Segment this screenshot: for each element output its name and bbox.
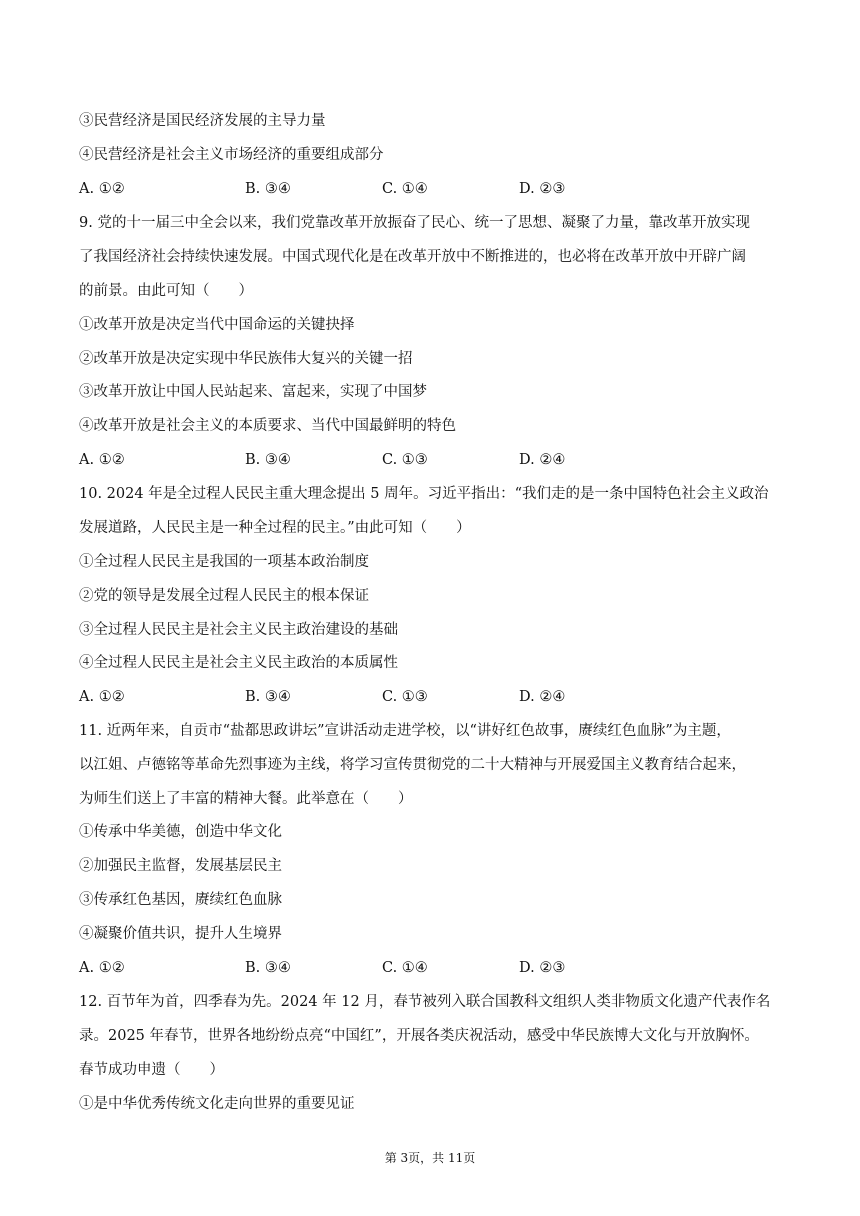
q10-item-2: ②党的领导是发展全过程人民民主的根本保证: [79, 588, 369, 604]
q8-item-4: ④民营经济是社会主义市场经济的重要组成部分: [79, 147, 384, 163]
q9-option-b: B. ③④: [245, 452, 291, 468]
q10-option-c: C. ①③: [382, 689, 428, 705]
q8-option-c: C. ①④: [382, 181, 428, 197]
q10-option-a: A. ①②: [79, 689, 125, 705]
q8-option-d: D. ②③: [519, 181, 566, 197]
q10-stem-line-2: 发展道路，人民民主是一种全过程的民主。”由此可知（ ）: [79, 520, 471, 536]
q12-stem-line-2: 录。2025 年春节，世界各地纷纷点亮“中国红”，开展各类庆祝活动，感受中华民族博大文化与开放胸怀。: [79, 1028, 759, 1044]
q9-item-1: ①改革开放是决定当代中国命运的关键抉择: [79, 317, 355, 333]
q11-stem-line-2: 以江姐、卢德铭等革命先烈事迹为主线，将学习宣传贯彻党的二十大精神与开展爱国主义教育结合起来，: [79, 757, 746, 773]
q10-stem-line-1: 10. 2024 年是全过程人民民主重大理念提出 5 周年。习近平指出：“我们走的是一条中国特色社会主义政治: [79, 486, 769, 502]
q11-option-d: D. ②③: [519, 960, 566, 976]
q11-item-1: ①传承中华美德，创造中华文化: [79, 824, 282, 840]
q8-option-b: B. ③④: [245, 181, 291, 197]
q10-item-1: ①全过程人民民主是我国的一项基本政治制度: [79, 554, 369, 570]
q11-option-c: C. ①④: [382, 960, 428, 976]
q11-item-2: ②加强民主监督，发展基层民主: [79, 858, 282, 874]
q9-stem-line-1: 9. 党的十一届三中全会以来，我们党靠改革开放振奋了民心、统一了思想、凝聚了力量，靠改革开放实现: [79, 215, 750, 231]
q9-option-a: A. ①②: [79, 452, 125, 468]
q8-item-3: ③民营经济是国民经济发展的主导力量: [79, 113, 326, 129]
q9-option-d: D. ②④: [519, 452, 566, 468]
q10-item-3: ③全过程人民民主是社会主义民主政治建设的基础: [79, 622, 398, 638]
q12-item-1: ①是中华优秀传统文化走向世界的重要见证: [79, 1096, 355, 1112]
q12-stem-line-1: 12. 百节年为首，四季春为先。2024 年 12 月，春节被列入联合国教科文组织人类非物质文化遗产代表作名: [79, 994, 771, 1010]
q11-stem-line-3: 为师生们送上了丰富的精神大餐。此举意在（ ）: [79, 791, 413, 807]
q11-item-3: ③传承红色基因，赓续红色血脉: [79, 892, 282, 908]
page-footer: 第 3页，共 11页: [384, 1151, 476, 1165]
q9-option-c: C. ①③: [382, 452, 428, 468]
q12-stem-line-3: 春节成功申遗（ ）: [79, 1062, 224, 1078]
q11-option-a: A. ①②: [79, 960, 125, 976]
q9-stem-line-2: 了我国经济社会持续快速发展。中国式现代化是在改革开放中不断推进的，也必将在改革开放中开辟广阔: [79, 249, 746, 265]
q9-stem-line-3: 的前景。由此可知（ ）: [79, 283, 253, 299]
q11-option-b: B. ③④: [245, 960, 291, 976]
q10-option-b: B. ③④: [245, 689, 291, 705]
q9-item-4: ④改革开放是社会主义的本质要求、当代中国最鲜明的特色: [79, 418, 456, 434]
q10-item-4: ④全过程人民民主是社会主义民主政治的本质属性: [79, 655, 398, 671]
q8-option-a: A. ①②: [79, 181, 125, 197]
q10-option-d: D. ②④: [519, 689, 566, 705]
q9-item-2: ②改革开放是决定实现中华民族伟大复兴的关键一招: [79, 351, 413, 367]
q9-item-3: ③改革开放让中国人民站起来、富起来，实现了中国梦: [79, 384, 427, 400]
q11-item-4: ④凝聚价值共识，提升人生境界: [79, 926, 282, 942]
q11-stem-line-1: 11. 近两年来，自贡市“盐都思政讲坛”宣讲活动走进学校，以“讲好红色故事，赓续红色血脉”为主题，: [79, 723, 731, 739]
